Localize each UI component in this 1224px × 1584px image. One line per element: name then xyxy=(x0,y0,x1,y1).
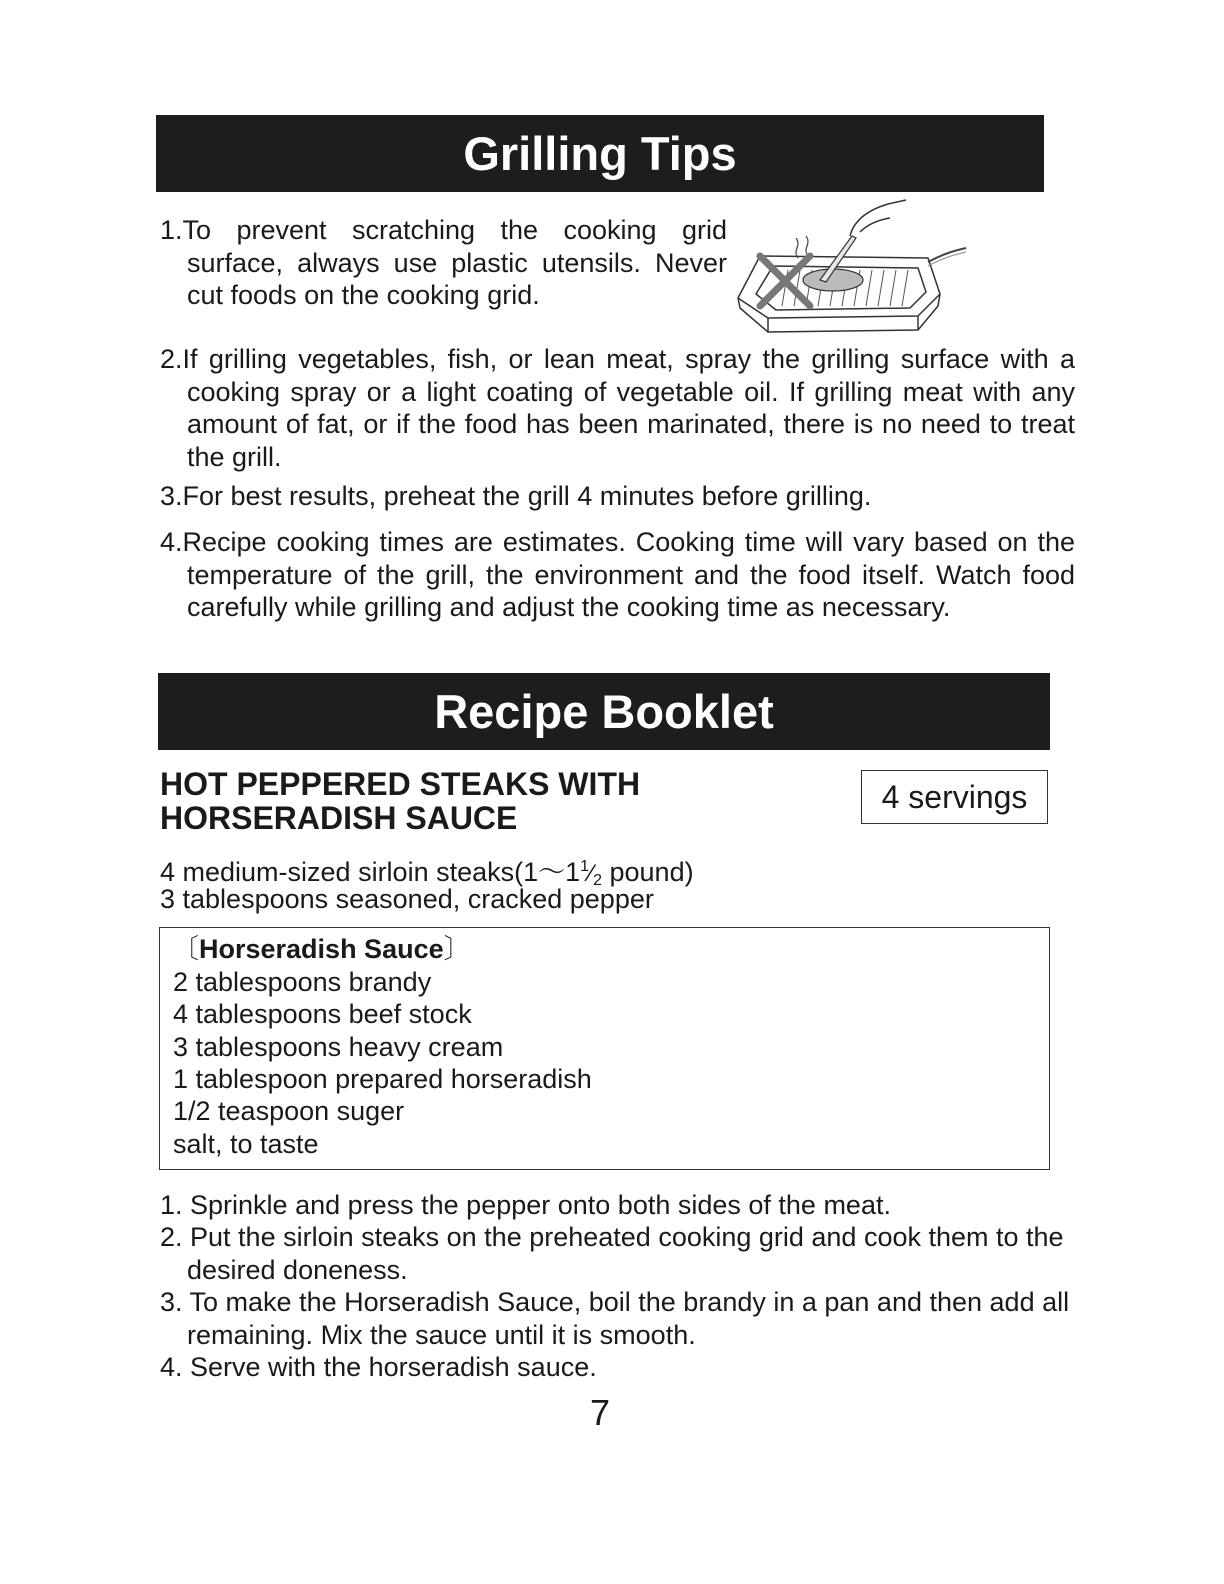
page-number: 7 xyxy=(589,1392,611,1433)
sauce-title: 〔Horseradish Sauce〕 xyxy=(172,934,471,964)
grilling-tip-4: 4.Recipe cooking times are estimates. Cooking time will vary based on the temperature of the grill, the environment and the food itself. Watch food carefully while grilling and adjust the cooking time as necessary. xyxy=(160,527,1075,622)
recipe-step-2: 2. Put the sirloin steaks on the preheated cooking grid and cook them to the desired doneness. xyxy=(160,1222,1064,1285)
no-cutting-on-grill-illustration xyxy=(728,196,968,346)
recipe-title-line-2: HORSERADISH SAUCE xyxy=(160,800,518,836)
steam xyxy=(796,236,808,258)
sauce-ingredient: salt, to taste xyxy=(173,1129,319,1159)
recipe-step-3: 3. To make the Horseradish Sauce, boil the brandy in a pan and then add all remaining. Mix the sauce until it is smooth. xyxy=(160,1287,1070,1350)
ingredient-steaks: 4 medium-sized sirloin $steaks(1\sim 1^1⁄_2$ pound) xyxy=(160,857,694,889)
grilling-tip-1: 1.To prevent scratching the cooking grid surface, always use plastic utensils. Never cut foods on the cooking grid. xyxy=(160,215,727,310)
servings-badge: 4 servings xyxy=(861,770,1048,824)
recipe-title xyxy=(160,767,800,835)
sauce-ingredient: 3 tablespoons heavy cream xyxy=(173,1032,504,1062)
sauce-ingredient: 1/2 teaspoon suger xyxy=(173,1096,405,1126)
sauce-ingredient: 4 tablespoons beef stock xyxy=(173,999,472,1029)
grilling-tip-3: 3.For best results, preheat the grill 4 minutes before grilling. xyxy=(160,481,872,511)
sauce-ingredient: 1 tablespoon prepared horseradish xyxy=(173,1064,592,1094)
tilde-range-symbol: ～ xyxy=(538,857,566,887)
hand xyxy=(850,200,906,236)
grilling-tips-heading: Grilling Tips xyxy=(156,115,1044,192)
ingredient-pepper: 3 tablespoons seasoned, cracked pepper xyxy=(160,884,654,914)
recipe-title-line-1: HOT PEPPERED STEAKS WITH xyxy=(160,766,641,802)
grilling-tip-2: 2.If grilling vegetables, fish, or lean meat, spray the grilling surface with a cooking spray or a light coating of vegetable oil. If grilling meat with any amount of fat, or if the food has been marinated, there is no need to treat the grill. xyxy=(160,344,1075,472)
recipe-booklet-heading: Recipe Booklet xyxy=(158,673,1050,750)
horseradish-sauce-box xyxy=(159,927,1050,1170)
sauce-ingredient: 2 tablespoons brandy xyxy=(173,967,432,997)
power-cord xyxy=(928,248,966,262)
recipe-step-1: 1. Sprinkle and press the pepper onto both sides of the meat. xyxy=(160,1190,891,1220)
recipe-step-4: 4. Serve with the horseradish sauce. xyxy=(160,1352,597,1382)
